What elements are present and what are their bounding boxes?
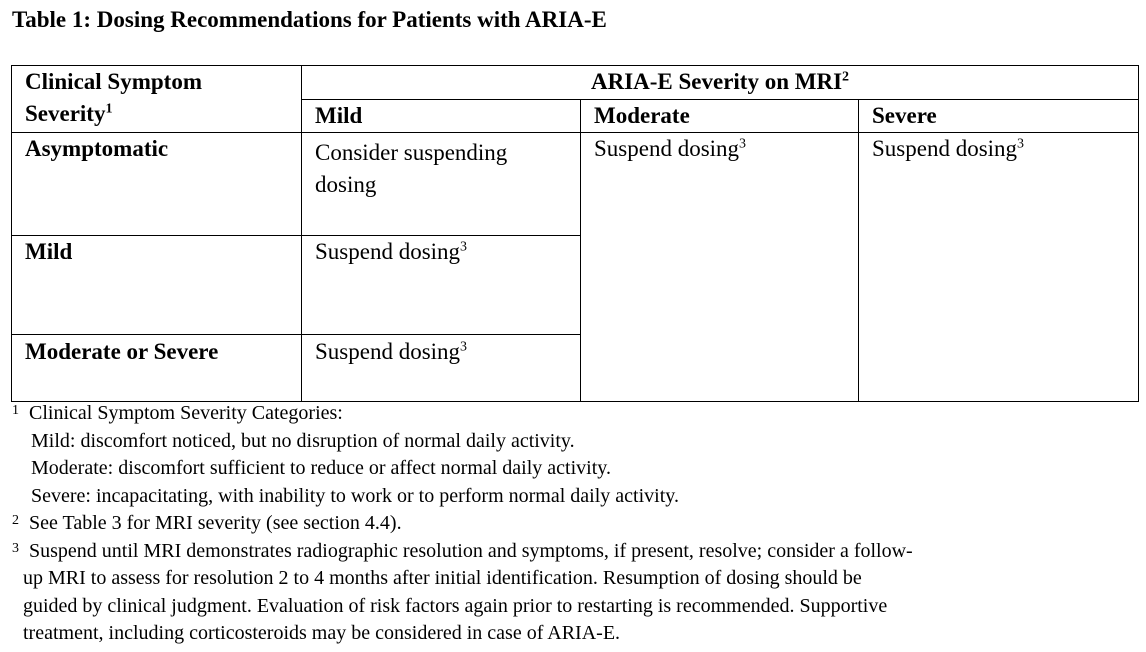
footnote-3-line: Suspend until MRI demonstrates radiographic resolution and symptoms, if present, resolve; consider a follow- xyxy=(29,539,913,562)
row-label-moderate-or-severe: Moderate or Severe xyxy=(12,335,302,402)
cell-moderate-or-severe-mild xyxy=(302,335,581,402)
footnote-mark: 3 xyxy=(12,540,19,556)
footnote-3-line: guided by clinical judgment. Evaluation of risk factors again prior to restarting is recommended. Supportive xyxy=(23,594,888,617)
footnote-ref-3: 3 xyxy=(1017,136,1025,152)
footnote-1-item-mild: Mild: discomfort noticed, but no disruption of normal daily activity. xyxy=(31,429,575,452)
footnote-ref-3: 3 xyxy=(739,136,747,152)
footnote-2 xyxy=(12,510,1132,538)
cell-severe-all xyxy=(859,133,1139,402)
row-label-mild: Mild xyxy=(12,236,302,335)
column-header-mild: Mild xyxy=(302,100,581,133)
aria-e-severity-header xyxy=(302,66,1139,100)
clinical-symptom-severity-label: Clinical Symptom Severity xyxy=(25,69,202,126)
footnote-mark: 1 xyxy=(12,403,19,418)
table-title: Table 1: Dosing Recommendations for Patients with ARIA-E xyxy=(12,7,607,32)
cell-text: Consider suspending dosing xyxy=(315,140,508,197)
footnote-1-item-severe: Severe: incapacitating, with inability to work or to perform normal daily activity. xyxy=(31,484,679,507)
footnote-2-text: See Table 3 for MRI severity (see section 4.4). xyxy=(29,512,402,534)
footnote-1-heading: Clinical Symptom Severity Categories: xyxy=(29,402,343,424)
footnote-ref-3: 3 xyxy=(460,239,468,255)
cell-text: Suspend dosing xyxy=(315,339,461,364)
footnote-1 xyxy=(12,400,1132,510)
footnote-3 xyxy=(12,538,1132,648)
dosing-table xyxy=(11,65,1139,402)
footnote-ref-1: 1 xyxy=(105,101,113,117)
footnote-3-line: treatment, including corticosteroids may be considered in case of ARIA-E. xyxy=(23,622,621,644)
footnotes xyxy=(12,400,1132,648)
footnote-3-line: up MRI to assess for resolution 2 to 4 months after initial identification. Resumption of dosing should be xyxy=(23,567,862,589)
cell-text: Suspend dosing xyxy=(315,239,461,264)
cell-text: Suspend dosing xyxy=(594,136,740,161)
footnote-ref-3: 3 xyxy=(460,339,468,355)
column-header-severe: Severe xyxy=(859,100,1139,133)
row-label-asymptomatic: Asymptomatic xyxy=(12,133,302,236)
cell-text: Suspend dosing xyxy=(872,136,1018,161)
footnote-mark: 2 xyxy=(12,513,19,528)
clinical-symptom-severity-header xyxy=(12,66,302,133)
cell-mild-mild xyxy=(302,236,581,335)
footnote-ref-2: 2 xyxy=(842,69,850,85)
cell-moderate-all xyxy=(581,133,859,402)
column-header-moderate: Moderate xyxy=(581,100,859,133)
footnote-1-item-moderate: Moderate: discomfort sufficient to reduce or affect normal daily activity. xyxy=(31,457,611,479)
cell-asymptomatic-mild xyxy=(302,133,581,236)
aria-e-severity-label: ARIA-E Severity on MRI xyxy=(590,69,843,94)
